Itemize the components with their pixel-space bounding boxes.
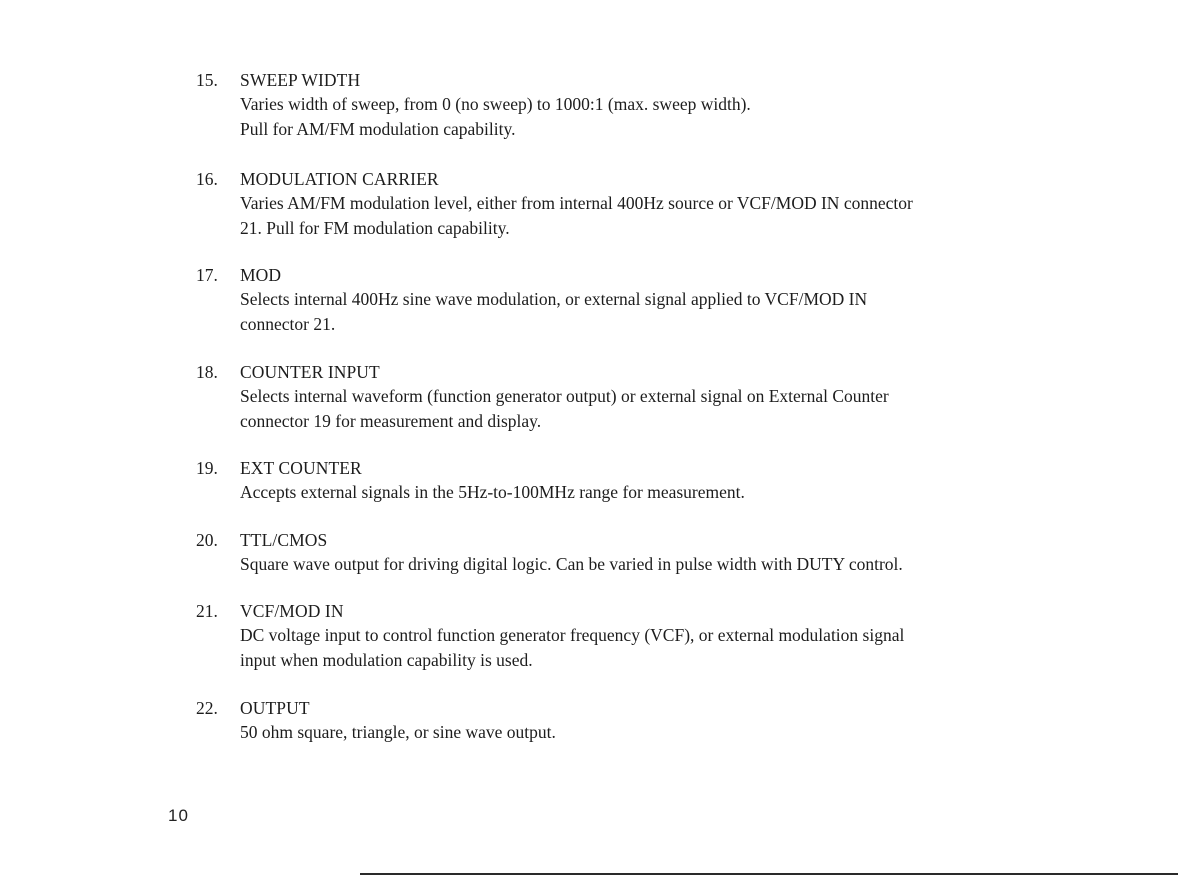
item-description: 50 ohm square, triangle, or sine wave output. [240,722,556,742]
item-number: 15. [196,70,218,90]
item-title: TTL/CMOS [240,530,328,550]
item-title: MODULATION CARRIER [240,169,439,189]
item-description: Varies AM/FM modulation level, either from internal 400Hz source or VCF/MOD IN connector 21. Pull for FM modulation capability. [240,193,913,238]
item-title: VCF/MOD IN [240,601,344,621]
item-body [240,456,1040,505]
item-description: Accepts external signals in the 5Hz-to-100MHz range for measurement. [240,482,745,502]
item-body [240,528,1040,577]
item-title: MOD [240,265,282,285]
item-number: 19. [196,458,218,478]
item-number: 16. [196,169,218,189]
item-number: 22. [196,698,218,718]
item-description: Square wave output for driving digital logic. Can be varied in pulse width with DUTY control. [240,554,903,574]
item-number: 17. [196,265,218,285]
item-number: 21. [196,601,218,621]
item-title: EXT COUNTER [240,458,362,478]
item-description: Varies width of sweep, from 0 (no sweep) to 1000:1 (max. sweep width). Pull for AM/FM modulation capability. [240,94,751,139]
item-description: Selects internal waveform (function generator output) or external signal on External Counter connector 19 for measurement and display. [240,386,889,431]
item-description: DC voltage input to control function generator frequency (VCF), or external modulation signal input when modulation capability is used. [240,625,905,670]
item-body [240,696,1040,745]
item-description: Selects internal 400Hz sine wave modulation, or external signal applied to VCF/MOD IN connector 21. [240,289,868,334]
item-body [240,68,1040,141]
item-title: SWEEP WIDTH [240,70,361,90]
item-number: 18. [196,362,218,382]
item-title: OUTPUT [240,698,310,718]
page-number: 10 [168,806,189,825]
bottom-rule [360,873,1178,875]
item-body [240,167,1040,240]
item-body [240,360,1040,433]
item-body [240,263,1040,336]
item-title: COUNTER INPUT [240,362,380,382]
item-number: 20. [196,530,218,550]
item-body [240,599,1040,672]
